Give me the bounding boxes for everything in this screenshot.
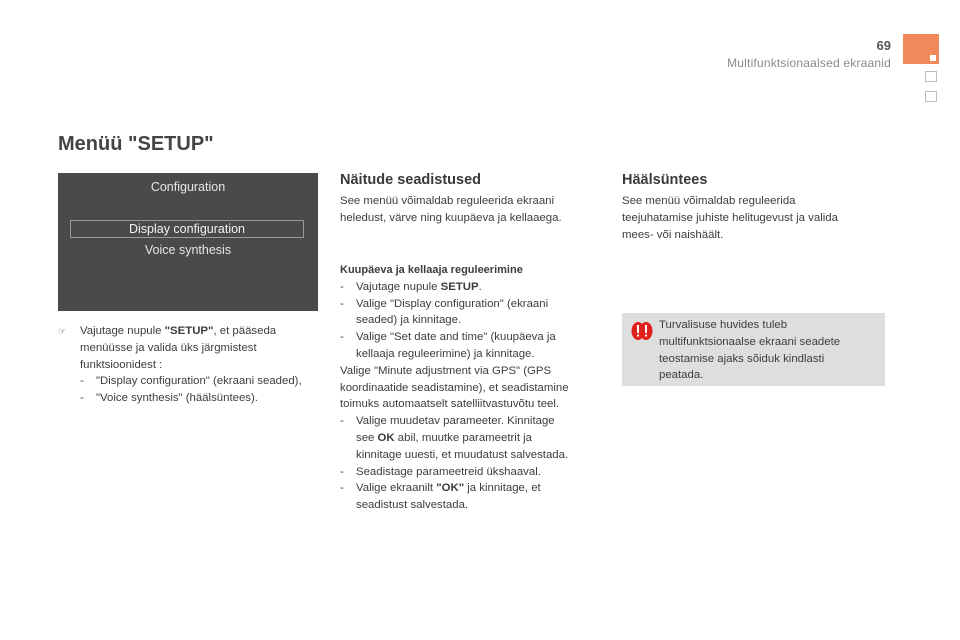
page-number: 69 bbox=[876, 38, 891, 53]
safety-warning-box bbox=[622, 313, 885, 386]
page-title: Menüü "SETUP" bbox=[58, 133, 214, 155]
screen-item-display-configuration: Display configuration bbox=[70, 220, 304, 238]
setup-screen-image bbox=[58, 173, 318, 311]
date-time-instructions: Kuupäeva ja kellaaja reguleerimine - Vajutage nupule SETUP. - Valige "Display configuration" (ekraani seaded) ja kinnitage. - Valige "Set date and time" (kuupäeva ja kellaaja reguleerimine) ja kinnitage. Valige "Minute adjustment via GPS" (GPS koordinaatide seadistamine), et seadistamine toimuks automaatselt satelliitvastuvõtu teel. - Valige muudetav parameeter. Kinnitage see OK abil, muutke parameetrit ja kinnitage uuesti, et muudatust salvestada. - Seadistage parameetreid ükshaaval. - Valige ekraanilt "OK" ja kinnitage, et seadistust salvestada. bbox=[340, 264, 569, 512]
tab-box-1 bbox=[925, 71, 937, 82]
pointer-icon: ☞ bbox=[58, 326, 67, 336]
warning-icon bbox=[631, 321, 653, 341]
voice-synthesis-heading: Häälsüntees bbox=[622, 172, 708, 188]
display-settings-intro: See menüü võimaldab reguleerida ekraani heledust, värve ning kuupäeva ja kellaaega. bbox=[340, 195, 562, 224]
voice-synthesis-text: See menüü võimaldab reguleerida teejuhatamise juhiste helitugevust ja valida mees- või naishäält. bbox=[622, 195, 838, 241]
safety-warning-text: Turvalisuse huvides tuleb multifunktsionaalse ekraani seadete teostamise ajaks sõiduk kindlasti peatada. bbox=[659, 319, 841, 382]
date-time-subheading: Kuupäeva ja kellaaja reguleerimine bbox=[340, 264, 523, 276]
screen-item-voice-synthesis: Voice synthesis bbox=[144, 243, 232, 257]
tab-dot bbox=[930, 55, 936, 61]
screen-title: Configuration bbox=[150, 180, 226, 194]
left-instructions: ☞ Vajutage nupule "SETUP", et pääseda menüüsse ja valida üks järgmistest funktsioonidest : - "Display configuration" (ekraani seaded), - "Voice synthesis" (häälsüntees). bbox=[58, 325, 302, 405]
chapter-tab-accent bbox=[903, 34, 939, 64]
display-settings-heading: Näitude seadistused bbox=[340, 172, 482, 188]
chapter-title: Multifunktsionaalsed ekraanid bbox=[727, 56, 891, 70]
tab-box-2 bbox=[925, 91, 937, 102]
